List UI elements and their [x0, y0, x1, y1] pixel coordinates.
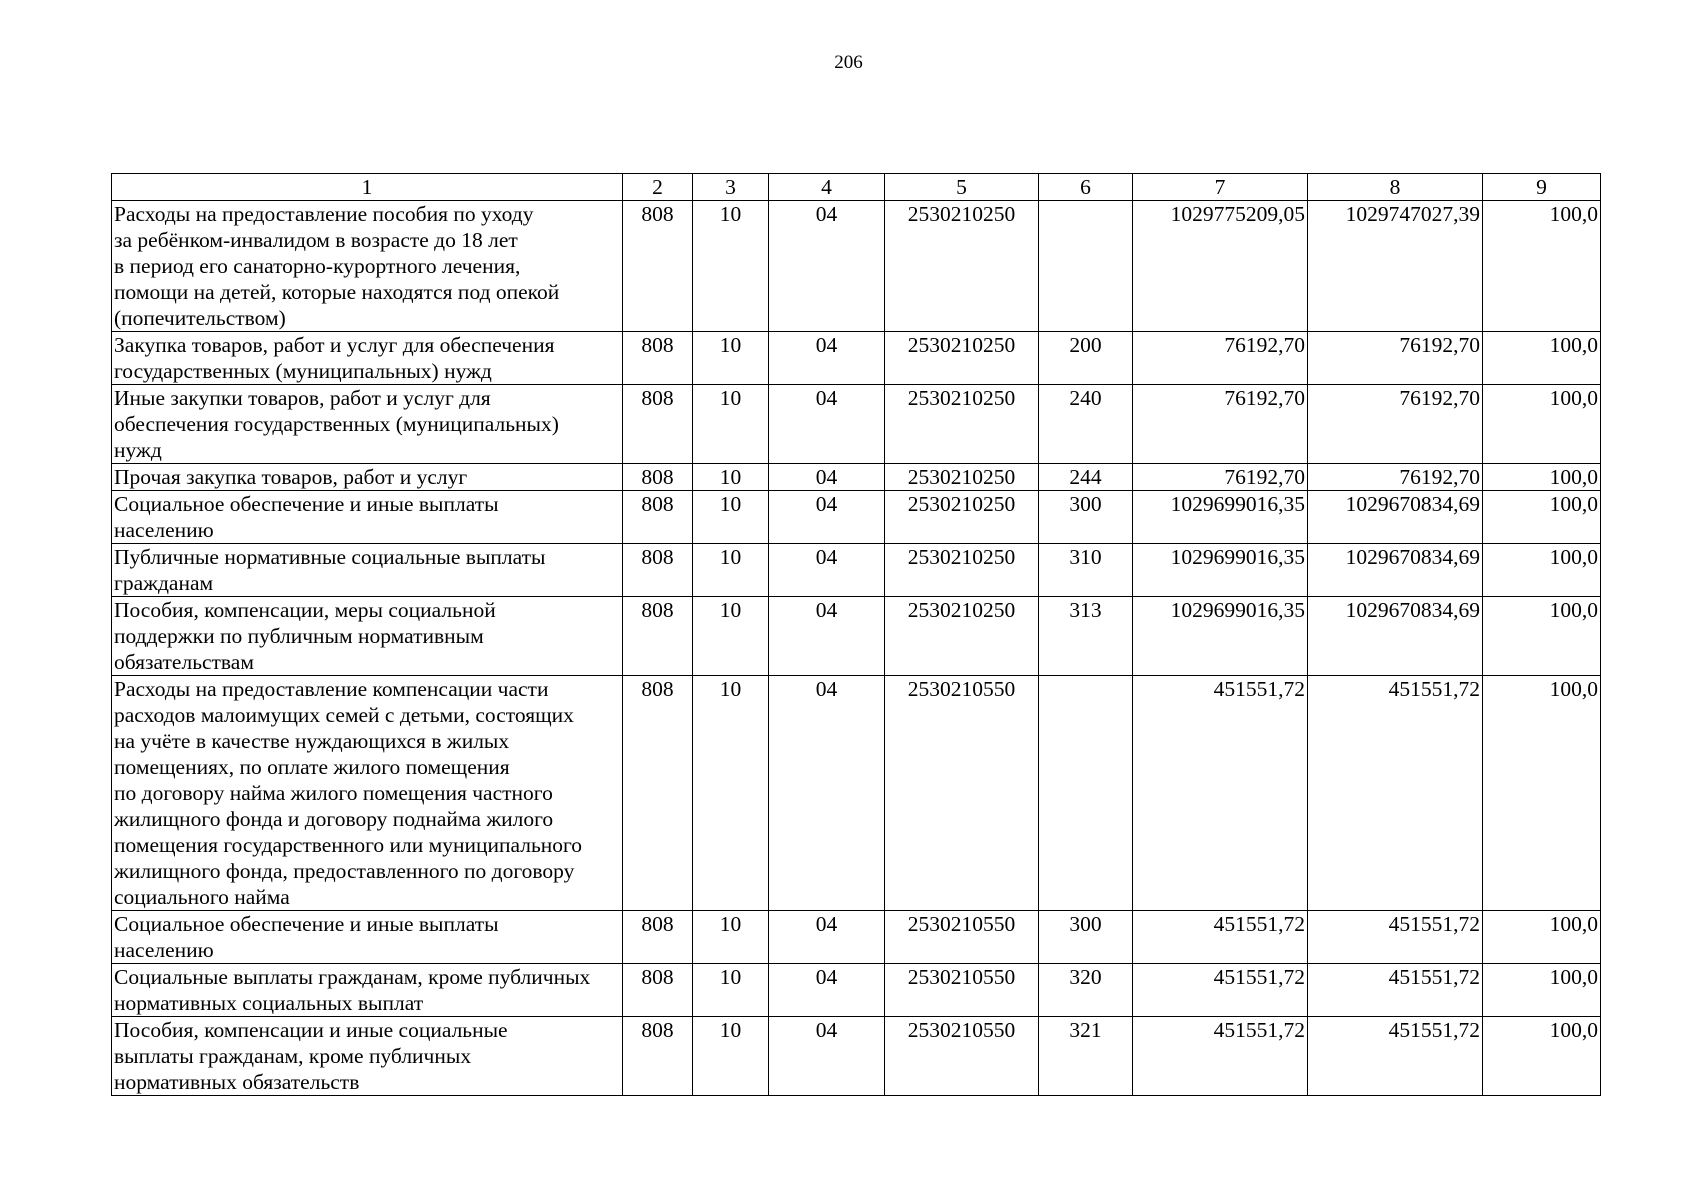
table-row	[112, 385, 1601, 464]
section-code: 10	[693, 464, 769, 491]
execution-percent: 100,0	[1483, 676, 1601, 911]
row-description: Пособия, компенсации и иные социальные выплаты гражданам, кроме публичных нормативных обязательств	[112, 1017, 623, 1096]
fact-amount: 451551,72	[1308, 1017, 1483, 1096]
execution-percent: 100,0	[1483, 597, 1601, 676]
row-description: Прочая закупка товаров, работ и услуг	[112, 464, 623, 491]
subsection-code: 04	[769, 1017, 885, 1096]
grbs-code: 808	[623, 544, 693, 597]
fact-amount: 451551,72	[1308, 964, 1483, 1017]
plan-amount: 76192,70	[1133, 385, 1308, 464]
row-description: Закупка товаров, работ и услуг для обеспечения государственных (муниципальных) нужд	[112, 332, 623, 385]
subsection-code: 04	[769, 201, 885, 332]
subsection-code: 04	[769, 676, 885, 911]
plan-amount: 1029775209,05	[1133, 201, 1308, 332]
table-row	[112, 1017, 1601, 1096]
target-article-code: 2530210250	[885, 464, 1039, 491]
subsection-code: 04	[769, 911, 885, 964]
subsection-code: 04	[769, 491, 885, 544]
column-header: 7	[1133, 174, 1308, 201]
target-article-code: 2530210550	[885, 964, 1039, 1017]
table-row	[112, 544, 1601, 597]
plan-amount: 1029699016,35	[1133, 597, 1308, 676]
section-code: 10	[693, 544, 769, 597]
target-article-code: 2530210550	[885, 1017, 1039, 1096]
section-code: 10	[693, 201, 769, 332]
row-description: Пособия, компенсации, меры социальной поддержки по публичным нормативным обязательствам	[112, 597, 623, 676]
table-row	[112, 201, 1601, 332]
execution-percent: 100,0	[1483, 1017, 1601, 1096]
expense-type-code	[1039, 676, 1133, 911]
table-row	[112, 332, 1601, 385]
row-description: Социальное обеспечение и иные выплаты населению	[112, 491, 623, 544]
section-code: 10	[693, 676, 769, 911]
plan-amount: 451551,72	[1133, 676, 1308, 911]
section-code: 10	[693, 385, 769, 464]
row-description: Публичные нормативные социальные выплаты гражданам	[112, 544, 623, 597]
table-row	[112, 491, 1601, 544]
expense-type-code: 310	[1039, 544, 1133, 597]
fact-amount: 76192,70	[1308, 332, 1483, 385]
fact-amount: 76192,70	[1308, 385, 1483, 464]
row-description: Социальное обеспечение и иные выплаты населению	[112, 911, 623, 964]
grbs-code: 808	[623, 676, 693, 911]
column-header: 2	[623, 174, 693, 201]
table-row	[112, 464, 1601, 491]
expense-type-code: 244	[1039, 464, 1133, 491]
grbs-code: 808	[623, 911, 693, 964]
table-row	[112, 964, 1601, 1017]
execution-percent: 100,0	[1483, 491, 1601, 544]
row-description: Иные закупки товаров, работ и услуг для обеспечения государственных (муниципальных) нужд	[112, 385, 623, 464]
grbs-code: 808	[623, 385, 693, 464]
table-body	[112, 201, 1601, 1096]
execution-percent: 100,0	[1483, 544, 1601, 597]
grbs-code: 808	[623, 332, 693, 385]
section-code: 10	[693, 964, 769, 1017]
target-article-code: 2530210250	[885, 491, 1039, 544]
column-header: 3	[693, 174, 769, 201]
section-code: 10	[693, 491, 769, 544]
target-article-code: 2530210550	[885, 676, 1039, 911]
subsection-code: 04	[769, 544, 885, 597]
target-article-code: 2530210250	[885, 597, 1039, 676]
target-article-code: 2530210250	[885, 332, 1039, 385]
plan-amount: 451551,72	[1133, 911, 1308, 964]
grbs-code: 808	[623, 491, 693, 544]
plan-amount: 451551,72	[1133, 1017, 1308, 1096]
target-article-code: 2530210550	[885, 911, 1039, 964]
fact-amount: 1029670834,69	[1308, 491, 1483, 544]
execution-percent: 100,0	[1483, 464, 1601, 491]
grbs-code: 808	[623, 464, 693, 491]
expense-type-code: 300	[1039, 911, 1133, 964]
plan-amount: 451551,72	[1133, 964, 1308, 1017]
column-header: 8	[1308, 174, 1483, 201]
plan-amount: 1029699016,35	[1133, 491, 1308, 544]
table-row	[112, 911, 1601, 964]
fact-amount: 1029670834,69	[1308, 544, 1483, 597]
budget-table	[111, 173, 1601, 1096]
fact-amount: 451551,72	[1308, 911, 1483, 964]
column-header: 6	[1039, 174, 1133, 201]
column-header: 5	[885, 174, 1039, 201]
fact-amount: 451551,72	[1308, 676, 1483, 911]
expense-type-code: 240	[1039, 385, 1133, 464]
grbs-code: 808	[623, 964, 693, 1017]
section-code: 10	[693, 597, 769, 676]
header-row	[112, 174, 1601, 201]
row-description: Расходы на предоставление компенсации части расходов малоимущих семей с детьми, состоящих на учёте в качестве нуждающихся в жилых помещениях, по оплате жилого помещения по договору найма жилого помещения частного жилищного фонда и договору поднайма жилого помещения государственного или муниципального жилищного фонда, предоставленного по договору социального найма	[112, 676, 623, 911]
grbs-code: 808	[623, 597, 693, 676]
row-description: Расходы на предоставление пособия по уходу за ребёнком-инвалидом в возрасте до 18 лет в период его санаторно-курортного лечения, помощи на детей, которые находятся под опекой (попечительством)	[112, 201, 623, 332]
execution-percent: 100,0	[1483, 911, 1601, 964]
expense-type-code	[1039, 201, 1133, 332]
target-article-code: 2530210250	[885, 544, 1039, 597]
subsection-code: 04	[769, 385, 885, 464]
grbs-code: 808	[623, 201, 693, 332]
expense-type-code: 321	[1039, 1017, 1133, 1096]
target-article-code: 2530210250	[885, 201, 1039, 332]
grbs-code: 808	[623, 1017, 693, 1096]
table-row	[112, 676, 1601, 911]
subsection-code: 04	[769, 964, 885, 1017]
expense-type-code: 313	[1039, 597, 1133, 676]
subsection-code: 04	[769, 597, 885, 676]
plan-amount: 76192,70	[1133, 464, 1308, 491]
section-code: 10	[693, 911, 769, 964]
plan-amount: 1029699016,35	[1133, 544, 1308, 597]
expense-type-code: 200	[1039, 332, 1133, 385]
execution-percent: 100,0	[1483, 385, 1601, 464]
plan-amount: 76192,70	[1133, 332, 1308, 385]
section-code: 10	[693, 332, 769, 385]
row-description: Социальные выплаты гражданам, кроме публичных нормативных социальных выплат	[112, 964, 623, 1017]
column-header: 1	[112, 174, 623, 201]
execution-percent: 100,0	[1483, 332, 1601, 385]
expense-type-code: 320	[1039, 964, 1133, 1017]
fact-amount: 76192,70	[1308, 464, 1483, 491]
column-header: 4	[769, 174, 885, 201]
subsection-code: 04	[769, 464, 885, 491]
section-code: 10	[693, 1017, 769, 1096]
fact-amount: 1029670834,69	[1308, 597, 1483, 676]
table-header	[112, 174, 1601, 201]
column-header: 9	[1483, 174, 1601, 201]
fact-amount: 1029747027,39	[1308, 201, 1483, 332]
page-number: 206	[834, 52, 863, 73]
execution-percent: 100,0	[1483, 964, 1601, 1017]
subsection-code: 04	[769, 332, 885, 385]
expense-type-code: 300	[1039, 491, 1133, 544]
execution-percent: 100,0	[1483, 201, 1601, 332]
target-article-code: 2530210250	[885, 385, 1039, 464]
table-row	[112, 597, 1601, 676]
